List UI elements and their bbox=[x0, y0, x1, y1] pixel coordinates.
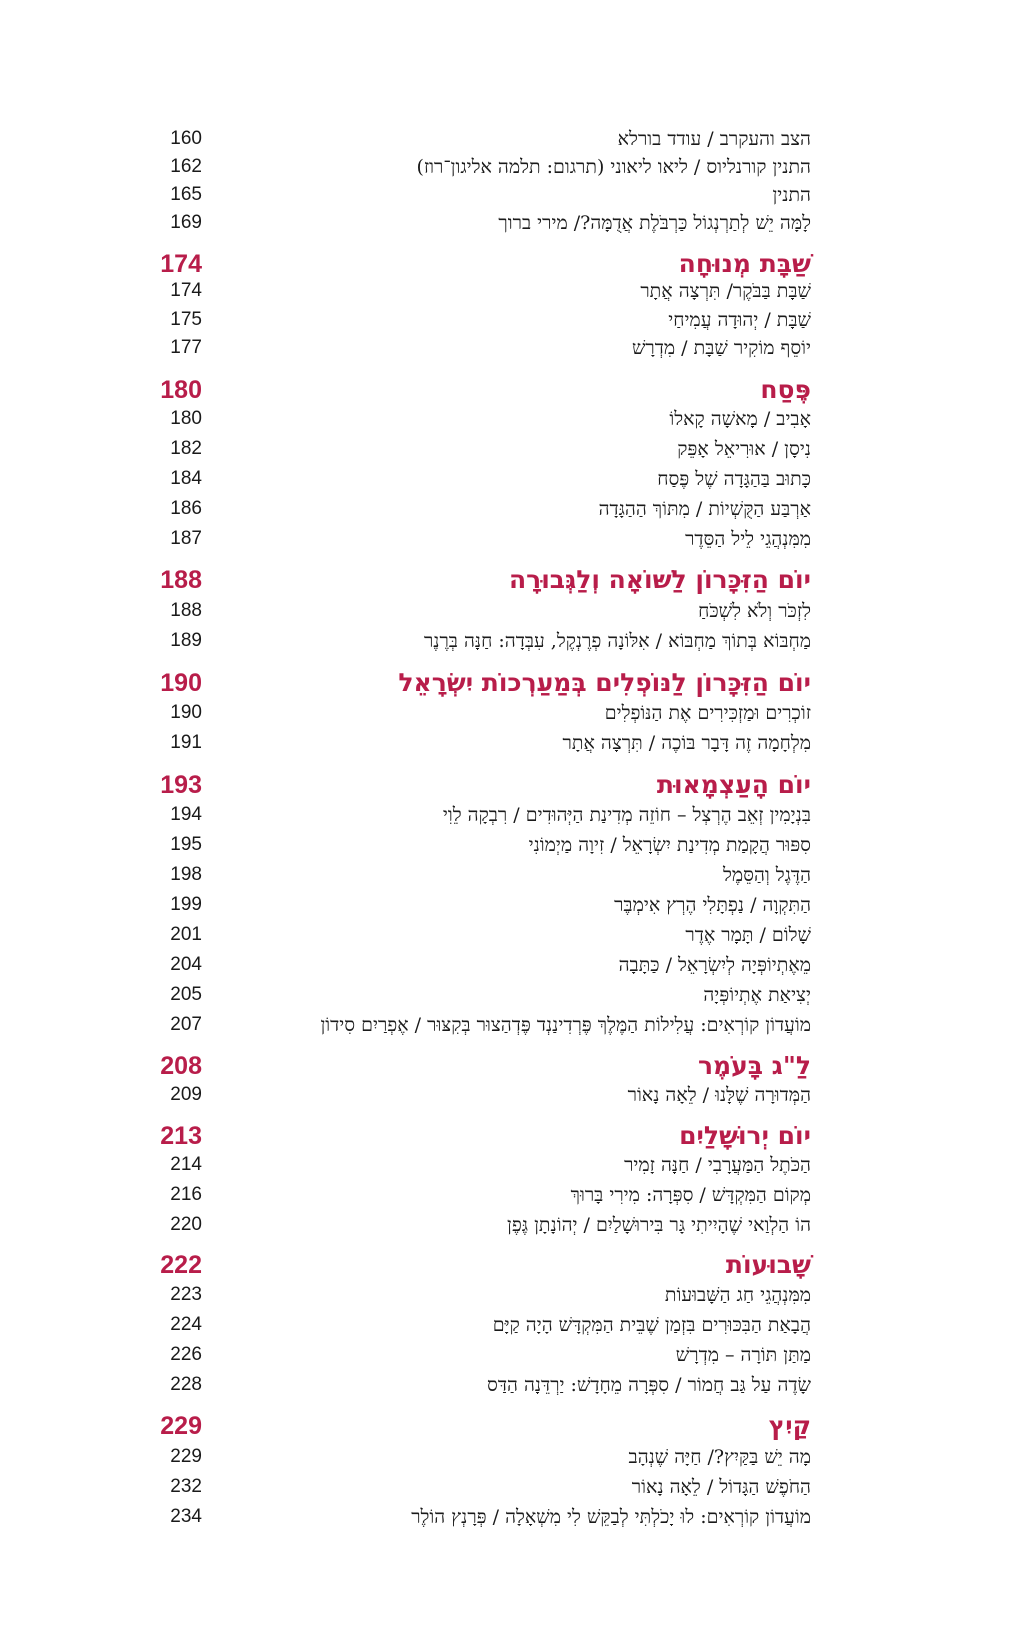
toc-entry bbox=[0, 890, 1033, 920]
entry-title: בִּנְיָמִין זְאֵב הֶרְצְל – חוֹזֵה מְדִינַת הַיְּהוּדִים / רִבְקָה לֵוִי bbox=[442, 804, 811, 826]
toc-entry bbox=[0, 596, 1033, 626]
page-number: 224 bbox=[170, 1314, 202, 1335]
toc-entry bbox=[0, 124, 1033, 154]
page-number: 182 bbox=[170, 438, 202, 459]
page-number: 228 bbox=[170, 1374, 202, 1395]
entry-title: מְקוֹם הַמִּקְדָּשׁ / סִפְּרָה: מִירִי בָּרוּךְ bbox=[570, 1184, 811, 1206]
entry-title: מִלְחָמָה זֶה דָּבָר בּוֹכֶה / תִּרְצָה אֲתָר bbox=[562, 732, 811, 754]
toc-entry bbox=[0, 333, 1033, 363]
page-number: 234 bbox=[170, 1506, 202, 1527]
page-number: 169 bbox=[170, 212, 202, 233]
section-heading bbox=[0, 1118, 1033, 1154]
entry-title: יוֹסֵף מוֹקִיר שַׁבָּת / מִדְרָשׁ bbox=[631, 337, 811, 359]
section-title: יוֹם הַזִּכָּרוֹן לַשּׁוֹאָה וְלַגְּבוּרָה bbox=[509, 565, 811, 594]
page-number: 190 bbox=[170, 702, 202, 723]
entry-title: לָמָּה יֵשׁ לְתַרְנְגוֹל כַּרְבֹּלֶת אֲדֻמָּה?/ מירי ברוך bbox=[498, 212, 811, 234]
page-number: 165 bbox=[170, 184, 202, 205]
page-number: 195 bbox=[170, 834, 202, 855]
toc-entry bbox=[0, 1080, 1033, 1110]
entry-title: יְצִיאַת אֶתְיוֹפְּיָה bbox=[703, 984, 811, 1006]
entry-title: הַכֹּתֶל הַמַּעֲרָבִי / חַנָּה זָמִיר bbox=[624, 1154, 811, 1176]
section-heading bbox=[0, 1048, 1033, 1084]
page-number: 174 bbox=[160, 250, 202, 278]
section-heading bbox=[0, 562, 1033, 598]
toc-entry bbox=[0, 305, 1033, 335]
entry-title: הַדֶּגֶל וְהַסֵּמֶל bbox=[722, 864, 811, 886]
page-number: 198 bbox=[170, 864, 202, 885]
page-number: 180 bbox=[160, 376, 202, 404]
toc-entry bbox=[0, 1442, 1033, 1472]
page-number: 207 bbox=[170, 1014, 202, 1035]
entry-title: מִמִּנְהֲגֵי חַג הַשָּׁבוּעוֹת bbox=[664, 1284, 811, 1306]
toc-entry bbox=[0, 1010, 1033, 1040]
toc-entry bbox=[0, 1502, 1033, 1532]
entry-title: הצב והעקרב / עודד בורלא bbox=[617, 128, 811, 150]
entry-title: כָּתוּב בַּהַגָּדָה שֶׁל פֶּסַח bbox=[657, 468, 811, 490]
toc-entry bbox=[0, 920, 1033, 950]
page-number: 186 bbox=[170, 498, 202, 519]
section-title: לַ"ג בָּעֹמֶר bbox=[697, 1051, 811, 1080]
page-number: 175 bbox=[170, 309, 202, 330]
page-number: 216 bbox=[170, 1184, 202, 1205]
entry-title: שָׁלוֹם / תָּמָר אֶדֶר bbox=[685, 924, 811, 946]
section-title: קַיִץ bbox=[768, 1411, 811, 1440]
page-number: 232 bbox=[170, 1476, 202, 1497]
page-number: 189 bbox=[170, 630, 202, 651]
toc-entry bbox=[0, 1310, 1033, 1340]
page-number: 199 bbox=[170, 894, 202, 915]
section-heading bbox=[0, 372, 1033, 408]
page-number: 229 bbox=[170, 1446, 202, 1467]
section-title: יוֹם הַזִּכָּרוֹן לַנּוֹפְלִים בְּמַעַרְכוֹת יִשְׂרָאֵל bbox=[398, 668, 811, 697]
page-number: 205 bbox=[170, 984, 202, 1005]
toc-entry bbox=[0, 860, 1033, 890]
toc-entry bbox=[0, 1180, 1033, 1210]
toc-entry bbox=[0, 1150, 1033, 1180]
toc-entry bbox=[0, 494, 1033, 524]
page-number: 209 bbox=[170, 1084, 202, 1105]
toc-entry bbox=[0, 728, 1033, 758]
page-number: 194 bbox=[170, 804, 202, 825]
page-number: 204 bbox=[170, 954, 202, 975]
page-number: 208 bbox=[160, 1052, 202, 1080]
entry-title: לִזְכֹּר וְלֹא לִשְׁכֹּחַ bbox=[698, 600, 811, 622]
toc-entry bbox=[0, 524, 1033, 554]
toc-entry bbox=[0, 950, 1033, 980]
section-title: שָׁבוּעוֹת bbox=[725, 1250, 811, 1279]
page-number: 174 bbox=[170, 280, 202, 301]
toc-entry bbox=[0, 1370, 1033, 1400]
entry-title: מוֹעֲדוֹן קוֹרְאִים: עֲלִילוֹת הַמֶּלֶךְ פֶּרְדִינַנְד פֶּדְהַצוּר בְּקִצּוּר / אֶפְרַיִם סִידוֹן bbox=[320, 1014, 811, 1036]
toc-entry bbox=[0, 800, 1033, 830]
toc-entry bbox=[0, 404, 1033, 434]
page-number: 229 bbox=[160, 1412, 202, 1440]
section-heading bbox=[0, 767, 1033, 803]
page-number: 190 bbox=[160, 669, 202, 697]
page-number: 184 bbox=[170, 468, 202, 489]
toc-entry bbox=[0, 1472, 1033, 1502]
page-number: 160 bbox=[170, 128, 202, 149]
page-number: 214 bbox=[170, 1154, 202, 1175]
page-number: 220 bbox=[170, 1214, 202, 1235]
page-number: 188 bbox=[160, 566, 202, 594]
entry-title: מִמִּנְהֲגֵי לֵיל הַסֵּדֶר bbox=[685, 528, 811, 550]
page-number: 226 bbox=[170, 1344, 202, 1365]
entry-title: מֵאֶתְיוֹפְּיָה לְיִשְׂרָאֵל / כַּתָּבָה bbox=[618, 954, 811, 976]
entry-title: הוֹ הַלְוַאי שֶׁהָיִיתִי גָּר בִּירוּשָׁלַיִם / יְהוֹנָתָן גֶּפֶן bbox=[506, 1214, 811, 1236]
section-heading bbox=[0, 665, 1033, 701]
toc-entry bbox=[0, 434, 1033, 464]
toc-entry bbox=[0, 152, 1033, 182]
section-title: יוֹם יְרוּשָׁלַיִם bbox=[679, 1121, 811, 1150]
toc-entry bbox=[0, 180, 1033, 210]
section-title: יוֹם הָעַצְמָאוּת bbox=[656, 770, 811, 799]
section-heading bbox=[0, 1247, 1033, 1283]
page-number: 222 bbox=[160, 1251, 202, 1279]
toc-entry bbox=[0, 1340, 1033, 1370]
entry-title: הֲבָאַת הַבִּכּוּרִים בִּזְמַן שֶׁבֵּית הַמִּקְדָּשׁ הָיָה קַיָּם bbox=[492, 1314, 811, 1336]
section-heading bbox=[0, 1408, 1033, 1444]
entry-title: מָה יֵשׁ בַּקַּיִץ?/ חַיָּה שֶׁנְהָב bbox=[628, 1446, 811, 1468]
entry-title: אַרְבַּע הַקֻּשְׁיוֹת / מִתּוֹךְ הַהַגָּדָה bbox=[598, 498, 811, 520]
page-number: 187 bbox=[170, 528, 202, 549]
toc-entry bbox=[0, 1210, 1033, 1240]
page-number: 177 bbox=[170, 337, 202, 358]
page-number: 191 bbox=[170, 732, 202, 753]
entry-title: אָבִיב / מָאשָׁה קָאלוֹ bbox=[669, 408, 811, 430]
page-number: 193 bbox=[160, 771, 202, 799]
entry-title: נִיסָן / אוּרִיאֵל אָפֵּק bbox=[677, 438, 811, 460]
toc-entry bbox=[0, 830, 1033, 860]
entry-title: הַמְּדוּרָה שֶׁלָּנוּ / לֵאָה נָאוֹר bbox=[627, 1084, 811, 1106]
entry-title: התנין קורנליוס / ליאו ליאוני (תרגום: תלמה אליגון־רוז) bbox=[416, 156, 811, 178]
toc-entry bbox=[0, 698, 1033, 728]
entry-title: שַׁבָּת / יְהוּדָה עֲמִיחַי bbox=[668, 309, 811, 331]
toc-entry bbox=[0, 276, 1033, 306]
entry-title: מַתַּן תּוֹרָה – מִדְרָשׁ bbox=[675, 1344, 811, 1366]
entry-title: מוֹעֲדוֹן קוֹרְאִים: לוּ יָכֹלְתִּי לְבַקֵּשׁ לִי מִשְׁאָלָה / פְּרָנְץ הוֹלֶר bbox=[411, 1506, 811, 1528]
entry-title: זוֹכְרִים וּמַזְכִּירִים אֶת הַנּוֹפְלִים bbox=[604, 702, 811, 724]
entry-title: שָׂדֶה עַל גַּב חֲמוֹר / סִפְּרָה מֵחָדָשׁ: יַרְדֵּנָה הַדַּס bbox=[487, 1374, 811, 1396]
toc-entry bbox=[0, 980, 1033, 1010]
section-title: שַׁבָּת מְנוּחָה bbox=[678, 249, 811, 278]
page-number: 223 bbox=[170, 1284, 202, 1305]
page-number: 213 bbox=[160, 1122, 202, 1150]
entry-title: מַחְבּוֹא בְּתוֹךְ מַחְבּוֹא / אִלּוֹנָה פְרֶנְקֶל, עִבְּדָה: חַנָּה בְּרֶנֶר bbox=[423, 630, 811, 652]
toc-entry bbox=[0, 1280, 1033, 1310]
page-number: 162 bbox=[170, 156, 202, 177]
entry-title: סִפּוּר הֲקָמַת מְדִינַת יִשְׂרָאֵל / זִיוָה מַיְמוֹנִי bbox=[528, 834, 811, 856]
entry-title: הַתִּקְוָה / נַפְתָּלִי הֶרְץ אִימְבֶּר bbox=[614, 894, 811, 916]
section-title: פֶּסַח bbox=[760, 375, 811, 404]
entry-title: התנין bbox=[772, 184, 811, 206]
entry-title: שַׁבָּת בַּבֹּקֶר/ תִּרְצָה אֲתָר bbox=[640, 280, 811, 302]
page-number: 180 bbox=[170, 408, 202, 429]
page-number: 201 bbox=[170, 924, 202, 945]
toc-entry bbox=[0, 208, 1033, 238]
page-number: 188 bbox=[170, 600, 202, 621]
entry-title: הַחֹפֶשׁ הַגָּדוֹל / לֵאָה נָאוֹר bbox=[631, 1476, 811, 1498]
toc-entry bbox=[0, 464, 1033, 494]
toc-entry bbox=[0, 626, 1033, 656]
